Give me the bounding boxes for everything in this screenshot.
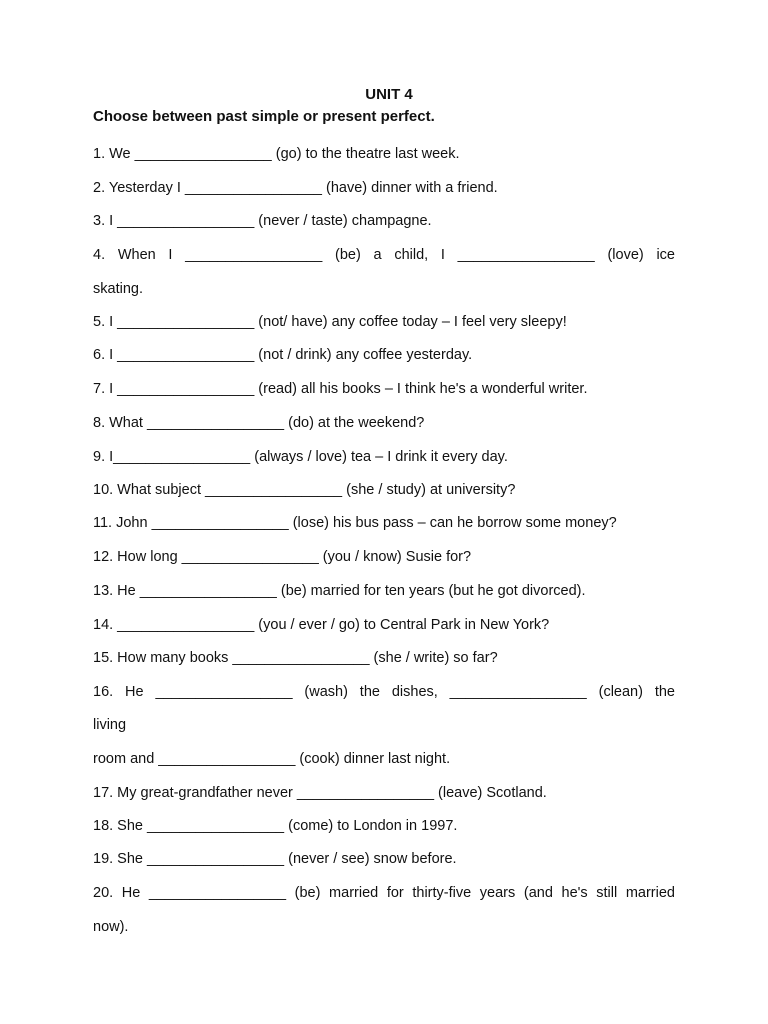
exercise-line-16-continued: living: [93, 717, 127, 733]
exercise-line-4-continued: skating.: [93, 281, 143, 297]
exercise-line-11: 11. John _________________ (lose) his bus pass – can he borrow some money?: [93, 515, 617, 531]
exercise-line-15: 15. How many books _________________ (she / write) so far?: [93, 650, 498, 666]
exercise-line-1: 1. We _________________ (go) to the theatre last week.: [93, 146, 460, 162]
exercise-line-17: 17. My great-grandfather never _________________ (leave) Scotland.: [93, 785, 547, 801]
instructions: Choose between past simple or present perfect.: [93, 108, 435, 125]
exercise-line-12: 12. How long _________________ (you / know) Susie for?: [93, 549, 472, 565]
exercise-line-20: 20. He _________________ (be) married for thirty-five years (and he's still married: [93, 885, 675, 901]
exercise-line-14: 14. _________________ (you / ever / go) to Central Park in New York?: [93, 617, 550, 633]
exercise-line-2: 2. Yesterday I _________________ (have) dinner with a friend.: [93, 180, 498, 196]
exercise-line-8: 8. What _________________ (do) at the weekend?: [93, 415, 425, 431]
exercise-line-16: 16. He _________________ (wash) the dishes, _________________ (clean) the: [93, 684, 675, 700]
page-title: UNIT 4: [365, 86, 413, 103]
exercise-line-18: 18. She _________________ (come) to London in 1997.: [93, 818, 458, 834]
exercise-line-6: 6. I _________________ (not / drink) any coffee yesterday.: [93, 347, 473, 363]
exercise-line-4: 4. When I _________________ (be) a child, I _________________ (love) ice: [93, 247, 675, 263]
exercise-line-10: 10. What subject _________________ (she / study) at university?: [93, 482, 516, 498]
exercise-line-7: 7. I _________________ (read) all his books – I think he's a wonderful writer.: [93, 381, 588, 397]
exercise-line-16-end: room and _________________ (cook) dinner last night.: [93, 751, 451, 767]
exercise-line-13: 13. He _________________ (be) married for ten years (but he got divorced).: [93, 583, 586, 599]
exercise-line-3: 3. I _________________ (never / taste) champagne.: [93, 213, 432, 229]
exercise-line-19: 19. She _________________ (never / see) snow before.: [93, 851, 457, 867]
exercise-line-5: 5. I _________________ (not/ have) any coffee today – I feel very sleepy!: [93, 314, 567, 330]
exercise-line-9: 9. I_________________ (always / love) tea – I drink it every day.: [93, 449, 508, 465]
exercise-line-20-continued: now).: [93, 919, 129, 935]
